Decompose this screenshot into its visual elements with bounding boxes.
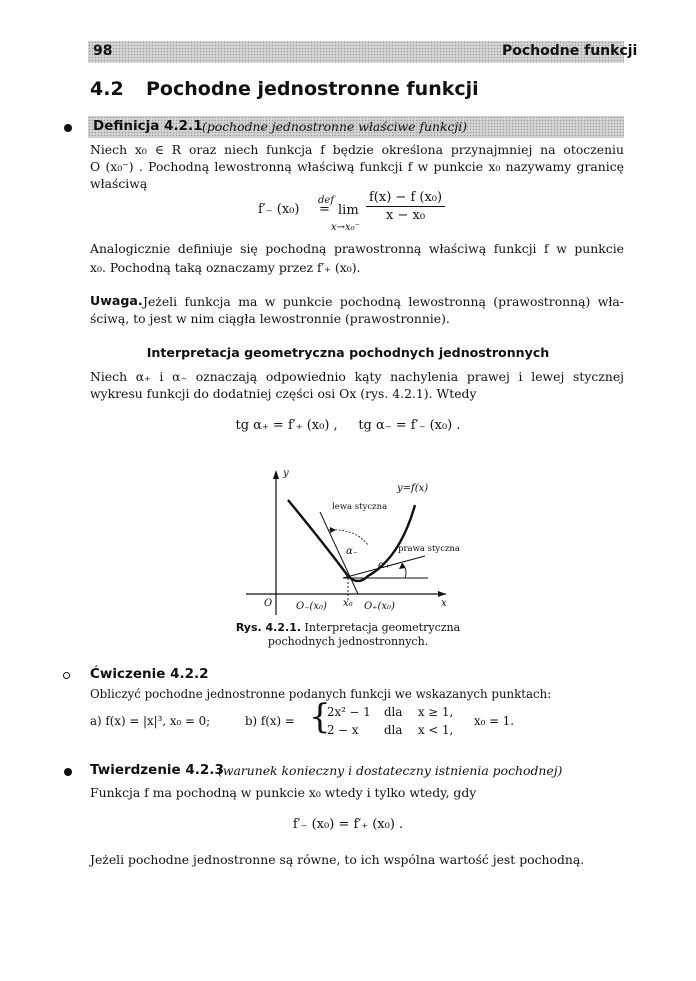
figure-alpha-plus-label: α₊ xyxy=(378,560,391,571)
exercise-part-a: a) f(x) = |x|³, x₀ = 0; xyxy=(90,714,211,728)
running-title: Pochodne funkcji xyxy=(502,43,638,59)
figure-curve-label: y=f(x) xyxy=(397,483,429,494)
interpretation-formula: tg α₊ = f′₊ (x₀) , tg α₋ = f′₋ (x₀) . xyxy=(235,418,461,433)
definition-formula-eq: = xyxy=(319,202,330,217)
exercise-brace: { xyxy=(309,697,331,737)
definition-formula-denominator: x − x₀ xyxy=(386,208,426,223)
function-curve xyxy=(288,500,415,581)
alpha-minus-arrow xyxy=(330,527,336,533)
exercise-case-1-word: dla xyxy=(384,705,403,719)
remark-line-1: Jeżeli funkcja ma w punkcie pochodną lewostronną (prawostronną) wła- xyxy=(143,294,624,309)
exercise-case-1-cond: x ≥ 1, xyxy=(418,705,454,719)
y-axis-arrow xyxy=(273,470,279,479)
figure-caption-line-2: pochodnych jednostronnych. xyxy=(267,635,429,648)
definition-label: Definicja 4.2.1 xyxy=(93,118,203,134)
exercise-case-2-cond: x < 1, xyxy=(418,723,454,737)
theorem-subtitle: (warunek konieczny i dostateczny istnienia pochodnej) xyxy=(218,763,563,778)
exercise-case-1-expr: 2x² − 1 xyxy=(327,705,371,719)
definition-formula-lhs: f′₋ (x₀) xyxy=(258,202,300,217)
theorem-conclusion: Jeżeli pochodne jednostronne są równe, to ich wspólna wartość jest pochodną. xyxy=(90,852,585,867)
exercise-bullet xyxy=(63,672,70,679)
exercise-case-2-word: dla xyxy=(384,723,403,737)
exercise-case-2-expr: 2 − x xyxy=(327,723,359,737)
definition-formula-lim: lim xyxy=(338,203,359,218)
definition-para2-line-1: Analogicznie definiuje się pochodną prawostronną właściwą funkcji f w punkcie xyxy=(90,241,624,256)
theorem-bullet xyxy=(64,768,72,776)
definition-line-2: O (x₀⁻) . Pochodną lewostronną właściwą funkcji f w punkcie x₀ nazywamy granicę xyxy=(90,159,624,174)
figure-caption-label: Rys. 4.2.1. xyxy=(235,621,302,634)
figure-caption xyxy=(0,621,696,649)
exercise-label: Ćwiczenie 4.2.2 xyxy=(90,666,209,682)
interpretation-line-2: wykresu funkcji do dodatniej części osi Ox (rys. 4.2.1). Wtedy xyxy=(90,386,477,401)
figure-left-tangent-label: lewa styczna xyxy=(332,502,388,512)
definition-subtitle: (pochodne jednostronne właściwe funkcji) xyxy=(202,119,468,134)
definition-para2-line-2: x₀. Pochodną taką oznaczamy przez f′₊ (x₀). xyxy=(90,260,361,275)
definition-formula-lim-sub: x→x₀⁻ xyxy=(331,222,360,233)
figure-origin-label: O xyxy=(264,598,273,609)
figure-right-tangent-label: prawa styczna xyxy=(398,544,460,554)
theorem-label: Twierdzenie 4.2.3 xyxy=(90,762,224,778)
x-axis-arrow xyxy=(438,591,446,597)
section-number: 4.2 xyxy=(90,78,124,100)
figure-x-label: x xyxy=(441,598,447,609)
interpretation-line-1: Niech α₊ i α₋ oznaczają odpowiednio kąty nachylenia prawej i lewej stycznej xyxy=(90,369,624,384)
exercise-instruction: Obliczyć pochodne jednostronne podanych funkcji we wskazanych punktach: xyxy=(90,687,552,701)
theorem-line-1: Funkcja f ma pochodną w punkcie x₀ wtedy i tylko wtedy, gdy xyxy=(90,785,477,800)
figure-caption-line-1: Interpretacja geometryczna xyxy=(304,621,461,634)
definition-line-3: właściwą xyxy=(90,176,148,191)
figure-alpha-minus-label: α₋ xyxy=(346,546,359,557)
definition-formula-def: def xyxy=(318,195,335,206)
figure-x-minus-label: O₋(x₀) xyxy=(296,601,327,612)
definition-formula-numerator: f(x) − f (x₀) xyxy=(366,190,445,207)
figure-y-label: y xyxy=(283,468,289,479)
exercise-part-b-point: x₀ = 1. xyxy=(474,714,515,728)
exercise-part-b-prefix: b) f(x) = xyxy=(245,714,295,728)
definition-line-1: Niech x₀ ∈ R oraz niech funkcja f będzie określona przynajmniej na otoczeniu xyxy=(90,142,624,157)
interpretation-heading: Interpretacja geometryczna pochodnych jednostronnych xyxy=(146,345,550,360)
theorem-formula: f′₋ (x₀) = f′₊ (x₀) . xyxy=(292,817,404,832)
page-number: 98 xyxy=(93,43,113,59)
figure-x0-label: x₀ xyxy=(343,598,353,609)
remark-label: Uwaga. xyxy=(90,293,143,308)
figure-x-plus-label: O₊(x₀) xyxy=(364,601,395,612)
section-title: Pochodne jednostronne funkcji xyxy=(146,78,479,100)
remark-line-2: ściwą, to jest w nim ciągła lewostronnie (prawostronnie). xyxy=(90,311,450,326)
